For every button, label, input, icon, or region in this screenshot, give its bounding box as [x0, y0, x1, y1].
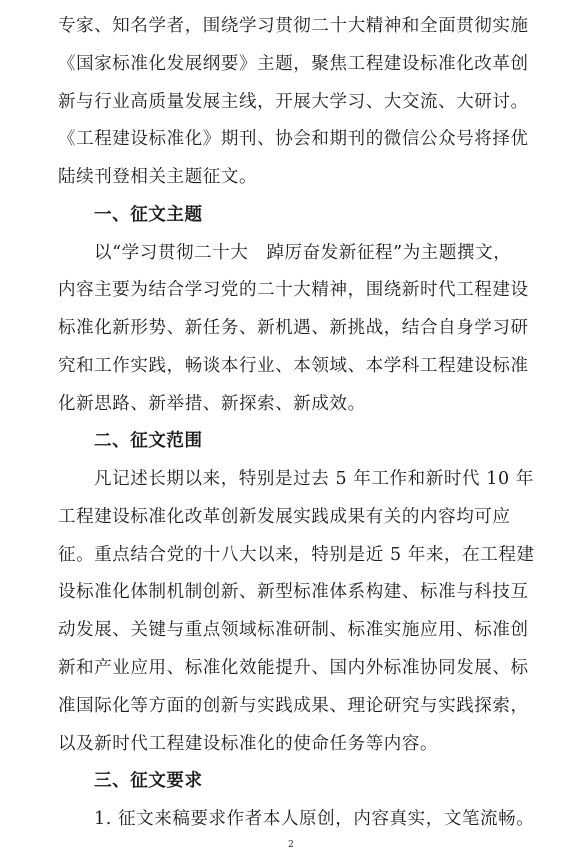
page-number: 2 — [288, 840, 294, 850]
intro-line-3: 新与行业高质量发展主线，开展大学习、大交流、大研讨。 — [58, 91, 529, 112]
theme-line-4: 究和工作实践，畅谈本行业、本领域、本学科工程建设标准 — [58, 355, 529, 376]
theme-line-2: 内容主要为结合学习党的二十大精神，围绕新时代工程建设 — [58, 280, 529, 301]
intro-line-2: 《国家标准化发展纲要》主题，聚焦工程建设标准化改革创 — [58, 53, 529, 74]
intro-line-1: 专家、知名学者，围绕学习贯彻二十大精神和全面贯彻实施 — [58, 16, 529, 36]
requirements-line-1: 1. 征文来稿要求作者本人原创，内容真实，文笔流畅。 — [94, 809, 535, 829]
scope-line-2: 工程建设标准化改革创新发展实践成果有关的内容均可应 — [58, 506, 511, 527]
scope-line-5: 动发展、关键与重点领域标准研制、标准实施应用、标准创 — [58, 620, 529, 641]
intro-line-4: 《工程建设标准化》期刊、协会和期刊的微信公众号将择优 — [58, 129, 529, 150]
scope-line-8: 以及新时代工程建设标准化的使命任务等内容。 — [58, 733, 439, 754]
section-heading-scope: 二、征文范围 — [94, 431, 203, 452]
scope-line-3: 征。重点结合党的十八大以来，特别是近 5 年来，在工程建 — [58, 544, 535, 565]
scope-line-7: 准国际化等方面的创新与实践成果、理论研究与实践探索， — [58, 695, 529, 716]
theme-line-1: 以“学习贯彻二十大 踔厉奋发新征程”为主题撰文， — [94, 242, 512, 263]
section-heading-requirements: 三、征文要求 — [94, 771, 203, 792]
section-heading-theme: 一、征文主题 — [94, 204, 203, 225]
intro-line-5: 陆续刊登相关主题征文。 — [58, 167, 258, 187]
theme-line-5: 化新思路、新举措、新探索、新成效。 — [58, 393, 366, 414]
scope-line-6: 新和产业应用、标准化效能提升、国内外标准协同发展、标 — [58, 658, 529, 678]
scope-line-1: 凡记述长期以来，特别是过去 5 年工作和新时代 10 年 — [94, 469, 534, 490]
theme-line-3: 标准化新形势、新任务、新机遇、新挑战，结合自身学习研 — [58, 318, 529, 339]
scope-line-4: 设标准化体制机制创新、新型标准体系构建、标准与科技互 — [58, 582, 529, 603]
